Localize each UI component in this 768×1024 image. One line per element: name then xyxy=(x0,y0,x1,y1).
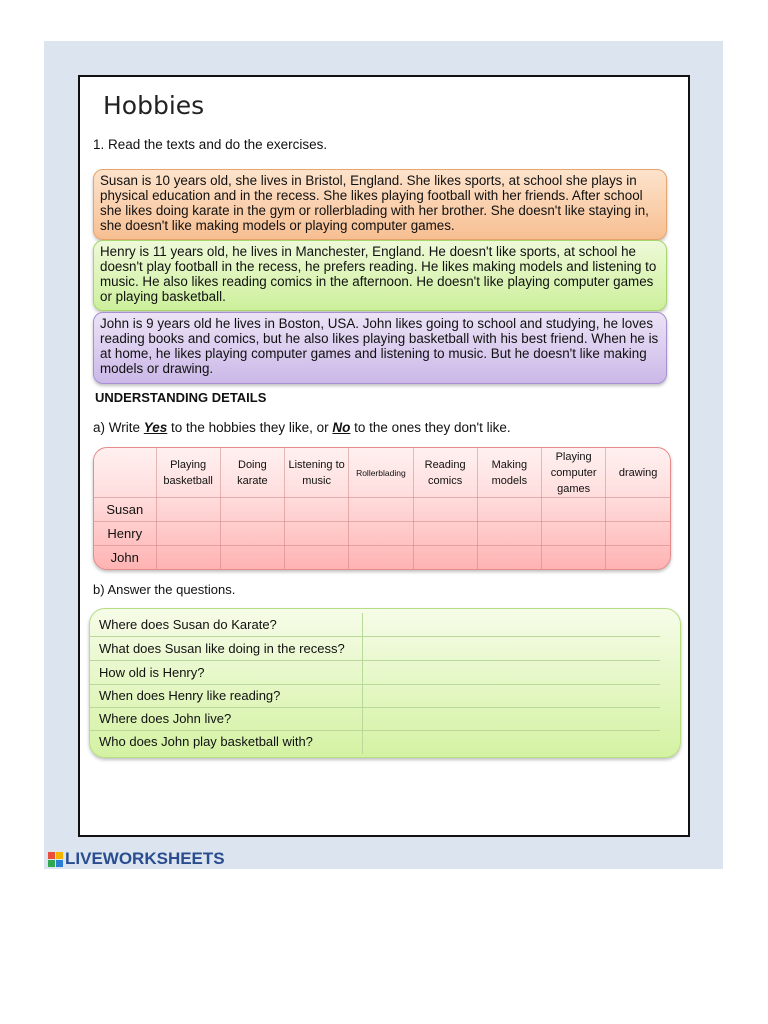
part-a-instruction xyxy=(93,420,511,435)
question-text: When does Henry like reading? xyxy=(99,688,281,703)
liveworksheets-logo[interactable] xyxy=(48,849,225,869)
logo-text: LIVEWORKSHEETS xyxy=(65,849,225,868)
question-row xyxy=(90,684,660,708)
grid-header-row xyxy=(94,448,670,498)
part-b-instruction: b) Answer the questions. xyxy=(93,582,236,597)
answer-cell[interactable] xyxy=(413,546,477,569)
page-title: Hobbies xyxy=(103,91,205,120)
answer-field[interactable] xyxy=(363,637,659,660)
answer-cell[interactable] xyxy=(220,498,284,522)
question-row xyxy=(90,707,660,731)
question-text: What does Susan like doing in the recess? xyxy=(99,641,345,656)
answer-cell[interactable] xyxy=(349,546,413,569)
instruction: 1. Read the texts and do the exercises. xyxy=(93,137,328,152)
grid-corner-cell xyxy=(94,448,156,498)
answer-cell[interactable] xyxy=(413,522,477,546)
part-a-yes: Yes xyxy=(143,420,168,435)
answer-cell[interactable] xyxy=(156,498,220,522)
liveworksheets-logo-icon xyxy=(48,852,63,867)
answer-cell[interactable] xyxy=(285,546,349,569)
answer-cell[interactable] xyxy=(542,522,606,546)
answer-cell[interactable] xyxy=(285,522,349,546)
reading-text-susan: Susan is 10 years old, she lives in Bristol, England. She likes sports, at school she plays in physical education and in the recess. She likes playing football with her friends. After school she likes doing karate in the gym or rollerblading with her brother. She doesn't like staying in, she doesn't like making models or playing computer games. xyxy=(93,169,667,240)
answer-field[interactable] xyxy=(363,684,659,707)
grid-row xyxy=(94,522,670,546)
answer-cell[interactable] xyxy=(156,546,220,569)
grid-col-header: Playing basketball xyxy=(156,448,220,498)
answer-cell[interactable] xyxy=(413,498,477,522)
answer-field[interactable] xyxy=(363,730,659,753)
answer-cell[interactable] xyxy=(606,498,670,522)
answer-cell[interactable] xyxy=(220,522,284,546)
answer-cell[interactable] xyxy=(285,498,349,522)
grid-row xyxy=(94,498,670,522)
section-heading: UNDERSTANDING DETAILS xyxy=(95,390,267,405)
question-row xyxy=(90,637,660,661)
question-text: How old is Henry? xyxy=(99,665,205,680)
hobbies-grid xyxy=(93,447,671,570)
answer-field[interactable] xyxy=(363,661,659,684)
answer-cell[interactable] xyxy=(477,498,541,522)
answer-cell[interactable] xyxy=(606,546,670,569)
worksheet-page xyxy=(78,75,690,837)
question-text: Who does John play basketball with? xyxy=(99,734,313,749)
answer-cell[interactable] xyxy=(477,522,541,546)
answer-cell[interactable] xyxy=(477,546,541,569)
answer-cell[interactable] xyxy=(349,522,413,546)
grid-col-header: Rollerblading xyxy=(349,448,413,498)
hobbies-table xyxy=(94,448,670,569)
grid-col-header: Listening to music xyxy=(285,448,349,498)
answer-field[interactable] xyxy=(363,613,659,636)
grid-col-header: Making models xyxy=(477,448,541,498)
question-text: Where does Susan do Karate? xyxy=(99,617,277,632)
grid-row-name: Susan xyxy=(94,498,156,522)
grid-row xyxy=(94,546,670,569)
part-a-prefix: a) Write xyxy=(93,420,144,435)
part-a-middle: to the hobbies they like, or xyxy=(167,420,333,435)
reading-text-john: John is 9 years old he lives in Boston, USA. John likes going to school and studying, he loves reading books and comics, but he also likes playing basketball with his best friend. When he is at home, he likes playing computer games and listening to music. But he doesn't like making models or drawing. xyxy=(93,312,667,384)
answer-cell[interactable] xyxy=(542,546,606,569)
grid-col-header: drawing xyxy=(606,448,670,498)
grid-col-header: Playing computer games xyxy=(542,448,606,498)
reading-text-henry: Henry is 11 years old, he lives in Manchester, England. He doesn't like sports, at school he doesn't play football in the recess, he prefers reading. He likes making models and listening to music. He also likes reading comics in the afternoon. He doesn't like playing computer games or playing basketball. xyxy=(93,240,667,311)
question-row xyxy=(90,730,660,753)
question-row xyxy=(90,613,660,637)
part-a-no: No xyxy=(332,420,351,435)
grid-row-name: Henry xyxy=(94,522,156,546)
question-row xyxy=(90,661,660,685)
answer-cell[interactable] xyxy=(349,498,413,522)
answer-cell[interactable] xyxy=(220,546,284,569)
grid-row-name: John xyxy=(94,546,156,569)
answer-field[interactable] xyxy=(363,707,659,730)
grid-col-header: Doing karate xyxy=(220,448,284,498)
answer-cell[interactable] xyxy=(156,522,220,546)
answer-cell[interactable] xyxy=(542,498,606,522)
answer-cell[interactable] xyxy=(606,522,670,546)
part-a-suffix: to the ones they don't like. xyxy=(350,420,511,435)
grid-col-header: Reading comics xyxy=(413,448,477,498)
questions-box xyxy=(89,608,681,758)
question-text: Where does John live? xyxy=(99,711,232,726)
